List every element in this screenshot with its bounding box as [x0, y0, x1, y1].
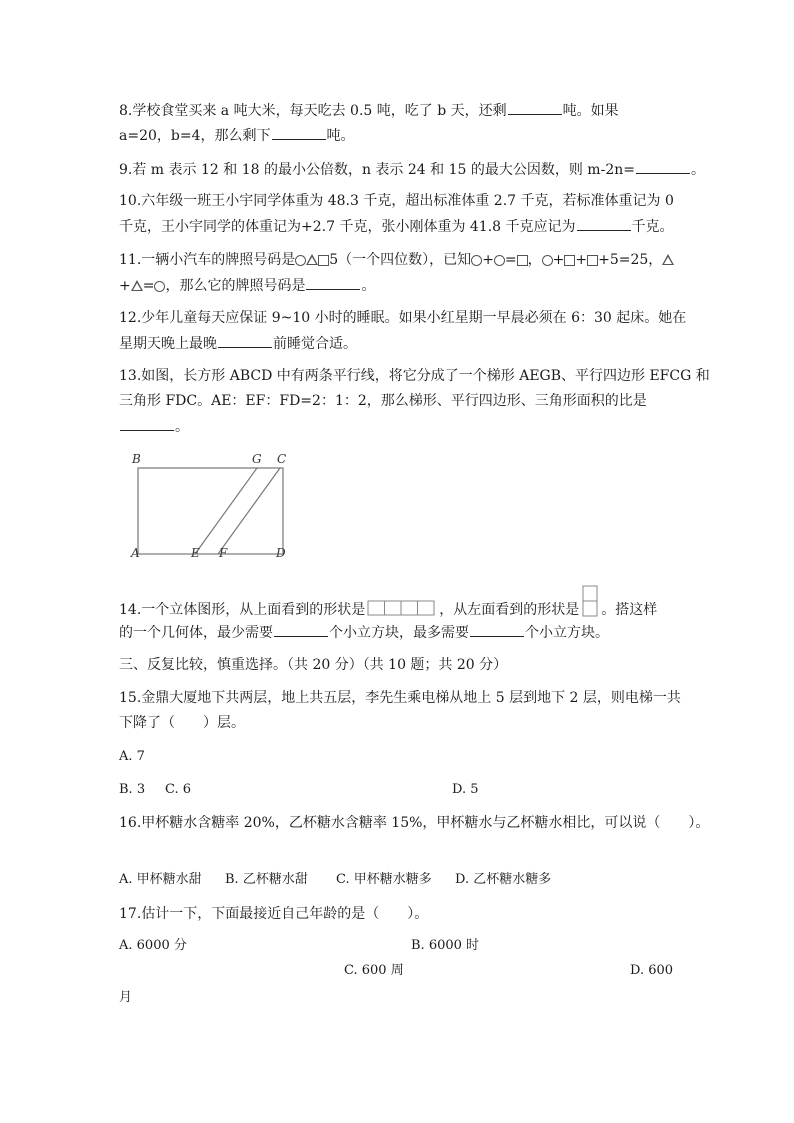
q17-stem: 17.估计一下，下面最接近自己年龄的是（ ）。 — [119, 906, 429, 922]
answer-blank[interactable] — [218, 334, 272, 348]
q14-line1: 14.一个立体图形，从上面看到的形状是 ，从左面看到的形状是 。搭这样 — [119, 599, 657, 619]
q15-option-b[interactable]: B. 3 — [119, 782, 146, 797]
q16-option-c[interactable]: C. 甲杯糖水糖多 — [336, 872, 432, 887]
square-icon — [587, 255, 598, 266]
label-g: G — [252, 452, 262, 466]
circle-icon — [471, 255, 482, 266]
q16-option-d[interactable]: D. 乙杯糖水糖多 — [455, 872, 552, 887]
square-icon — [517, 255, 528, 266]
q12-line1: 12.少年儿童每天应保证 9~10 小时的睡眠。如果小红星期一早晨必须在 6：30 起床。她在 — [119, 310, 687, 326]
rectangle-figure — [125, 450, 300, 565]
circle-icon — [542, 255, 553, 266]
answer-blank[interactable] — [274, 623, 328, 637]
circle-icon — [154, 281, 165, 292]
q11-line2: + = ，那么它的牌照号码是 。 — [119, 278, 376, 294]
q15-option-a[interactable]: A. 7 — [119, 749, 145, 764]
section-3-heading: 三、反复比较，慎重选择。（共 20 分）（共 10 题；共 20 分） — [119, 657, 508, 673]
square-icon — [318, 255, 329, 266]
square-icon — [564, 255, 575, 266]
q17-option-d-continued: 月 — [119, 990, 133, 1005]
triangle-icon — [131, 280, 143, 291]
triangle-icon — [306, 254, 318, 265]
answer-blank[interactable] — [508, 101, 562, 115]
q17-option-b[interactable]: B. 6000 时 — [411, 938, 480, 953]
q17-option-d[interactable]: D. 600 — [630, 963, 674, 978]
q15-line1: 15.金鼎大厦地下共两层，地上共五层，李先生乘电梯从地上 5 层到地下 2 层，则电梯一共 — [119, 690, 681, 706]
q10-line1: 10.六年级一班王小宇同学体重为 48.3 千克，超出标准体重 2.7 千克，若标准体重记为 0 — [119, 193, 674, 209]
rectangle-abcd — [138, 468, 283, 554]
q10-line2: 千克，王小宇同学的体重记为+2.7 千克，张小刚体重为 41.8 千克应记为 千克。 — [119, 219, 674, 235]
q16-option-b[interactable]: B. 乙杯糖水甜 — [225, 872, 308, 887]
label-e: E — [191, 546, 200, 560]
parallel-line-eg — [195, 468, 257, 554]
triangle-icon — [662, 254, 674, 265]
answer-blank[interactable] — [306, 276, 360, 290]
q14-line2: 的一个几何体，最少需要 个小立方块，最多需要 个小立方块。 — [119, 625, 609, 641]
q13-line2: 三角形 FDC。AE：EF：FD=2：1：2，那么梯形、平行四边形、三角形面积的比是 — [119, 393, 647, 409]
q17-option-a[interactable]: A. 6000 分 — [119, 938, 187, 953]
left-view-shape — [581, 585, 599, 619]
circle-icon — [295, 255, 306, 266]
label-b: B — [132, 452, 141, 466]
q15-option-c[interactable]: C. 6 — [165, 782, 192, 797]
label-c: C — [277, 452, 287, 466]
parallel-line-fc — [218, 468, 280, 554]
top-view-shape — [367, 599, 437, 617]
label-d: D — [276, 546, 286, 560]
q9-line: 9.若 m 表示 12 和 18 的最小公倍数，n 表示 24 和 15 的最大公因数，则 m-2n= 。 — [119, 162, 705, 178]
q13-line3: 。 — [119, 417, 189, 436]
label-f: F — [219, 546, 228, 560]
circle-icon — [494, 255, 505, 266]
label-a: A — [131, 546, 140, 560]
answer-blank[interactable] — [636, 160, 690, 174]
answer-blank[interactable] — [470, 623, 524, 637]
q15-option-d[interactable]: D. 5 — [452, 782, 479, 797]
q8-line2: a=20，b=4，那么剩下 吨。 — [119, 128, 355, 144]
q11-line1: 11.一辆小汽车的牌照号码是 5（一个四位数），已知 + = ， + + +5=25， — [119, 251, 674, 269]
answer-blank[interactable] — [577, 217, 631, 231]
q16-stem: 16.甲杯糖水含糖率 20%，乙杯糖水含糖率 15%，甲杯糖水与乙杯糖水相比，可以说（ ）。 — [119, 815, 710, 831]
q13-line1: 13.如图，长方形 ABCD 中有两条平行线，将它分成了一个梯形 AEGB、平行四边形 EFCG 和 — [119, 368, 710, 384]
q16-option-a[interactable]: A. 甲杯糖水甜 — [119, 872, 202, 887]
q8-line1: 8.学校食堂买来 a 吨大米，每天吃去 0.5 吨，吃了 b 天，还剩 吨。如果 — [119, 103, 619, 119]
q15-line2: 下降了（ ）层。 — [119, 715, 245, 731]
q17-option-c[interactable]: C. 600 周 — [344, 963, 404, 978]
q12-line2: 星期天晚上最晚 前睡觉合适。 — [119, 336, 357, 352]
answer-blank[interactable] — [272, 126, 326, 140]
answer-blank[interactable] — [120, 417, 174, 431]
